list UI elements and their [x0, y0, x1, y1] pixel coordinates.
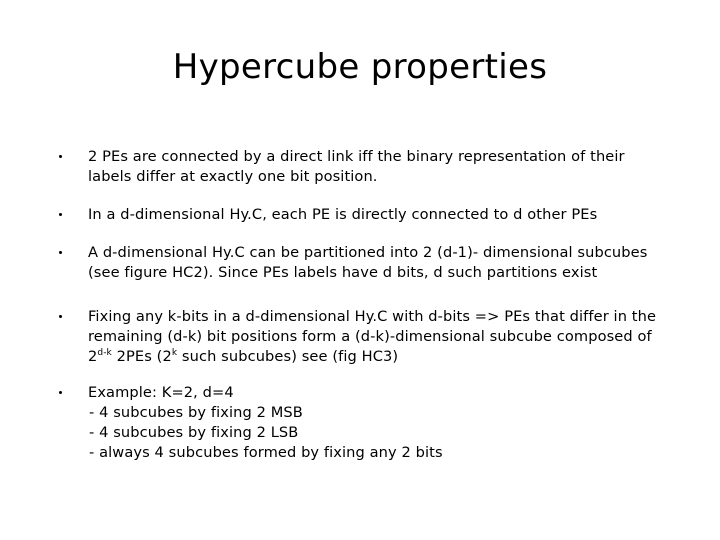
bullet-line: remaining (d-k) bit positions form a (d-k)-dimensional subcube composed of [88, 328, 652, 345]
bullet-text [88, 205, 668, 225]
formula-exponent: d-k [97, 348, 112, 358]
bullet-dot-icon [59, 213, 62, 216]
formula-text: such subcubes) see (fig HC3) [177, 348, 399, 365]
formula-base: 2 [88, 348, 98, 365]
bullet-line [88, 347, 668, 367]
bullet-dot-icon [59, 391, 62, 394]
bullet-dot-icon [59, 315, 62, 318]
bullet-line: labels differ at exactly one bit position. [88, 168, 378, 185]
bullet-line: - 4 subcubes by fixing 2 MSB [89, 404, 303, 421]
bullet-line: In a d-dimensional Hy.C, each PE is directly connected to d other PEs [88, 206, 598, 223]
bullet-text [88, 383, 668, 463]
bullet-dot-icon [59, 251, 62, 254]
bullet-text [88, 307, 668, 367]
bullet-line: Example: K=2, d=4 [88, 384, 234, 401]
formula-text: 2PEs (2 [111, 348, 172, 365]
bullet-dot-icon [59, 155, 62, 158]
bullet-line: - 4 subcubes by fixing 2 LSB [89, 424, 299, 441]
bullet-line: (see figure HC2). Since PEs labels have d bits, d such partitions exist [88, 264, 598, 281]
bullet-text [88, 147, 668, 187]
bullet-text [88, 243, 668, 283]
bullet-line: - always 4 subcubes formed by fixing any 2 bits [89, 444, 443, 461]
bullet-line: A d-dimensional Hy.C can be partitioned into 2 (d-1)- dimensional subcubes [88, 244, 648, 261]
slide-title: Hypercube properties [172, 47, 548, 87]
bullet-line: 2 PEs are connected by a direct link iff the binary representation of their [88, 148, 625, 165]
bullet-line: Fixing any k-bits in a d-dimensional Hy.C with d-bits => PEs that differ in the [88, 308, 657, 325]
formula-exponent: k [171, 348, 178, 358]
